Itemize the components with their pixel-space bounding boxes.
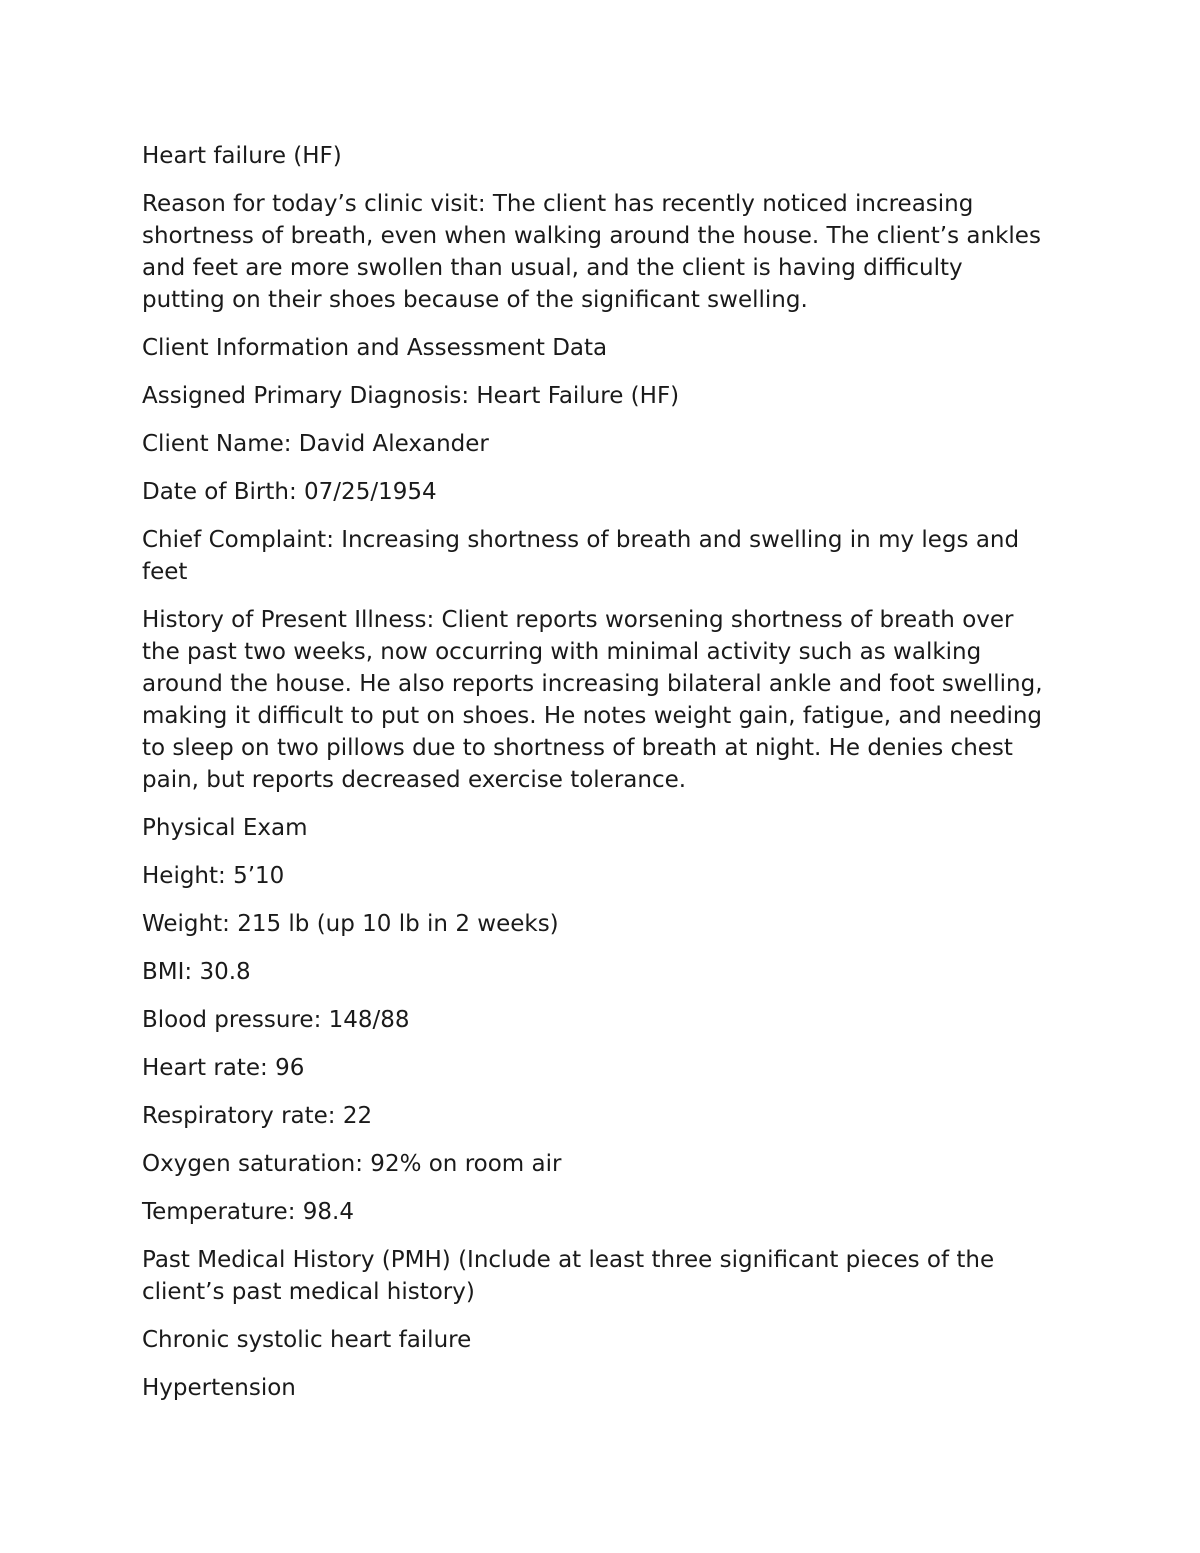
oxygen-saturation-value: Oxygen saturation: 92% on room air — [142, 1151, 562, 1177]
blood-pressure-value: Blood pressure: 148/88 — [142, 1007, 410, 1033]
date-of-birth: Date of Birth: 07/25/1954 — [142, 479, 437, 505]
respiratory-rate-value: Respiratory rate: 22 — [142, 1103, 373, 1129]
heart-rate-value: Heart rate: 96 — [142, 1055, 305, 1081]
weight-value: Weight: 215 lb (up 10 lb in 2 weeks) — [142, 911, 559, 937]
section-heading-pmh: Past Medical History (PMH) (Include at least three significant pieces of the client’s past medical history) — [142, 1247, 995, 1305]
document-title: Heart failure (HF) — [142, 143, 342, 169]
history-of-present-illness: History of Present Illness: Client reports worsening shortness of breath over the past two weeks, now occurring with minimal activity such as walking around the house. He also reports increasing bilateral ankle and foot swelling, making it difficult to put on shoes. He notes weight gain, fatigue, and needing to sleep on two pillows due to shortness of breath at night. He denies chest pain, but reports decreased exercise tolerance. — [142, 607, 1043, 793]
client-name: Client Name: David Alexander — [142, 431, 489, 457]
pmh-item: Chronic systolic heart failure — [142, 1327, 472, 1353]
primary-diagnosis: Assigned Primary Diagnosis: Heart Failure (HF) — [142, 383, 680, 409]
chief-complaint: Chief Complaint: Increasing shortness of breath and swelling in my legs and feet — [142, 527, 1020, 585]
bmi-value: BMI: 30.8 — [142, 959, 251, 985]
height-value: Height: 5’10 — [142, 863, 285, 889]
document-page — [142, 140, 1052, 1420]
visit-reason: Reason for today’s clinic visit: The client has recently noticed increasing shortness of breath, even when walking around the house. The client’s ankles and feet are more swollen than usual, and the client is having difficulty putting on their shoes because of the significant swelling. — [142, 191, 1041, 313]
pmh-item: Hypertension — [142, 1375, 296, 1401]
temperature-value: Temperature: 98.4 — [142, 1199, 354, 1225]
section-heading-client-info: Client Information and Assessment Data — [142, 335, 608, 361]
section-heading-physical-exam: Physical Exam — [142, 815, 308, 841]
